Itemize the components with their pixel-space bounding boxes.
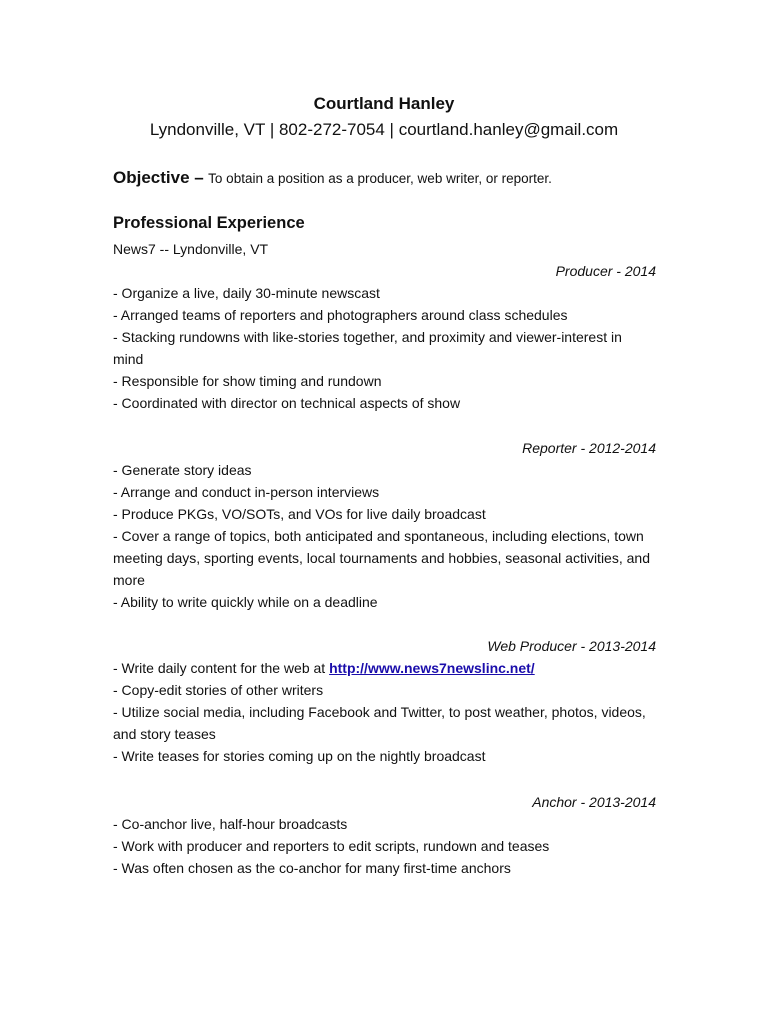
objective bbox=[113, 168, 552, 188]
bullet-item: - Arranged teams of reporters and photographers around class schedules bbox=[113, 307, 568, 323]
job-role: Reporter - 2012-2014 bbox=[522, 440, 656, 456]
bullet-item: - Stacking rundowns with like-stories together, and proximity and viewer-interest in mind bbox=[113, 329, 622, 367]
employer: News7 -- Lyndonville, VT bbox=[113, 241, 269, 257]
bullet-item: - Organize a live, daily 30-minute newscast bbox=[113, 285, 380, 301]
job-role: Anchor - 2013-2014 bbox=[532, 794, 656, 810]
candidate-name: Courtland Hanley bbox=[313, 94, 455, 113]
bullet-list bbox=[113, 282, 656, 414]
bullet-item: - Co-anchor live, half-hour broadcasts bbox=[113, 816, 348, 832]
job-producer bbox=[113, 260, 656, 414]
job-web-producer bbox=[113, 635, 656, 767]
bullet-item: - Coordinated with director on technical aspects of show bbox=[113, 395, 461, 411]
section-title-experience: Professional Experience bbox=[113, 214, 305, 232]
bullet-item: - Work with producer and reporters to edit scripts, rundown and teases bbox=[113, 838, 550, 854]
bullet-list bbox=[113, 657, 656, 767]
bullet-item: - Generate story ideas bbox=[113, 462, 252, 478]
bullet-list bbox=[113, 813, 656, 879]
bullet-item: - Responsible for show timing and rundown bbox=[113, 373, 382, 389]
job-role: Web Producer - 2013-2014 bbox=[487, 638, 656, 654]
bullet-item: - Ability to write quickly while on a deadline bbox=[113, 594, 378, 610]
bullet-item: - Produce PKGs, VO/SOTs, and VOs for live daily broadcast bbox=[113, 506, 486, 522]
bullet-item: - Arrange and conduct in-person interviews bbox=[113, 484, 380, 500]
job-role: Producer - 2014 bbox=[555, 263, 656, 279]
bullet-item: - Cover a range of topics, both anticipated and spontaneous, including elections, town meeting days, sporting events, local tournaments and hobbies, seasonal activities, and more bbox=[113, 528, 650, 588]
job-reporter bbox=[113, 437, 656, 613]
website-link[interactable]: http://www.news7newslinc.net/ bbox=[329, 660, 535, 676]
job-anchor bbox=[113, 791, 656, 879]
contact-line: Lyndonville, VT | 802-272-7054 | courtland.hanley@gmail.com bbox=[149, 120, 619, 139]
bullet-list bbox=[113, 459, 656, 613]
bullet-item bbox=[113, 657, 656, 679]
bullet-item: - Utilize social media, including Facebook and Twitter, to post weather, photos, videos, and story teases bbox=[113, 704, 646, 742]
objective-text: To obtain a position as a producer, web writer, or reporter. bbox=[208, 171, 552, 186]
bullet-text: - Write daily content for the web at bbox=[113, 660, 330, 676]
bullet-item: - Write teases for stories coming up on the nightly broadcast bbox=[113, 748, 486, 764]
bullet-item: - Copy-edit stories of other writers bbox=[113, 682, 324, 698]
objective-label: Objective – bbox=[113, 168, 204, 187]
bullet-item: - Was often chosen as the co-anchor for many first-time anchors bbox=[113, 860, 511, 876]
